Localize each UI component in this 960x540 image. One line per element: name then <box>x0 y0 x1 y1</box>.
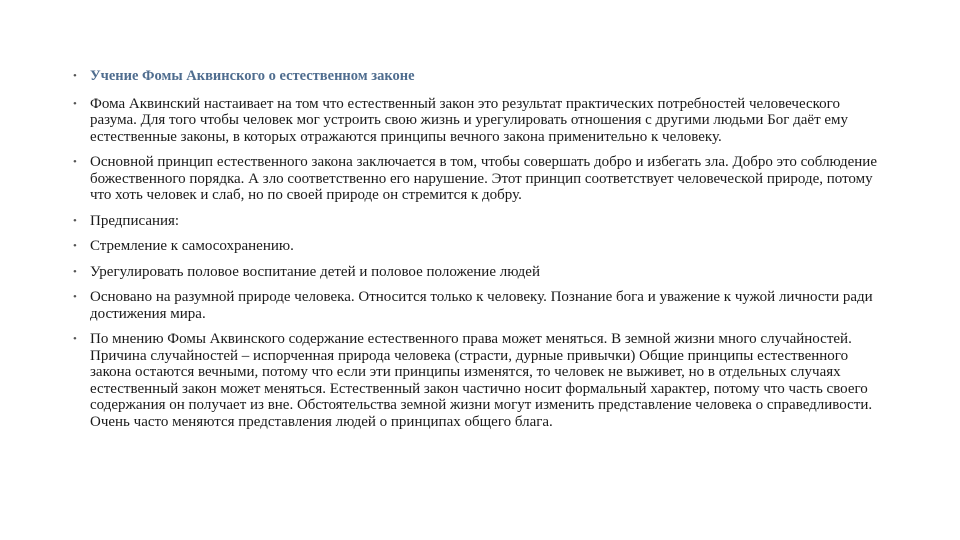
list-item <box>70 289 890 322</box>
list-item-text: Основано на разумной природе человека. Относится только к человеку. Познание бога и уважение к чужой личности ради достижения мира. <box>90 289 873 322</box>
list-item <box>70 96 890 146</box>
list-item <box>70 154 890 204</box>
bullet-dot-icon: • <box>73 214 77 227</box>
list-item-text: Стремление к самосохранению. <box>90 238 294 254</box>
bullet-dot-icon: • <box>73 97 77 110</box>
list-item <box>70 331 890 430</box>
list-item-text: Урегулировать половое воспитание детей и половое положение людей <box>90 263 540 280</box>
bullet-dot-icon: • <box>73 240 77 252</box>
bullet-dot-icon: • <box>73 265 77 278</box>
list-item-text: Основной принцип естественного закона заключается в том, чтобы совершать добро и избегать зла. Добро это соблюдение божественного порядка. А зло соответственно его нарушение. Этот принцип соответствует человеческой природе, потому что хоть человек и слаб, но по своей природе он стремится к добру. <box>90 154 877 203</box>
bullet-dot-icon: • <box>73 291 77 303</box>
list-item <box>70 213 890 230</box>
list-item <box>70 264 890 281</box>
bullet-dot-icon: • <box>73 333 77 345</box>
list-item-text: Предписания: <box>90 212 180 229</box>
list-item-text: По мнению Фомы Аквинского содержание естественного права может меняться. В земной жизни много случайностей. Причина случайностей – испорченная природа человека (страсти, дурные привычки) Общие принципы естественного закона остаются вечными, потому что если эти принципы изменятся, то человек не выживет, но в отдельных случаях естественный закон может меняться. Естественный закон частично носит формальный характер, потому что часть своего содержания он получает из вне. Обстоятельства земной жизни могут изменить представление человека о справедливости. Очень часто меняются представления людей о принципах общего блага. <box>90 331 873 430</box>
list-item-text: Фома Аквинский настаивает на том что естественный закон это результат практических потребностей человеческого разума. Для того чтобы человек мог устроить свою жизнь и урегулировать отношения с другими людьми Бог даёт ему естественные законы, в которых отражаются принципы вечного закона применительно к человеку. <box>90 95 849 145</box>
list-item <box>70 238 890 255</box>
bullet-list <box>70 68 890 439</box>
slide-title-text: Учение Фомы Аквинского о естественном законе <box>90 68 415 84</box>
bullet-dot-icon: • <box>73 70 77 82</box>
slide-title <box>70 68 890 85</box>
bullet-dot-icon: • <box>73 156 77 168</box>
